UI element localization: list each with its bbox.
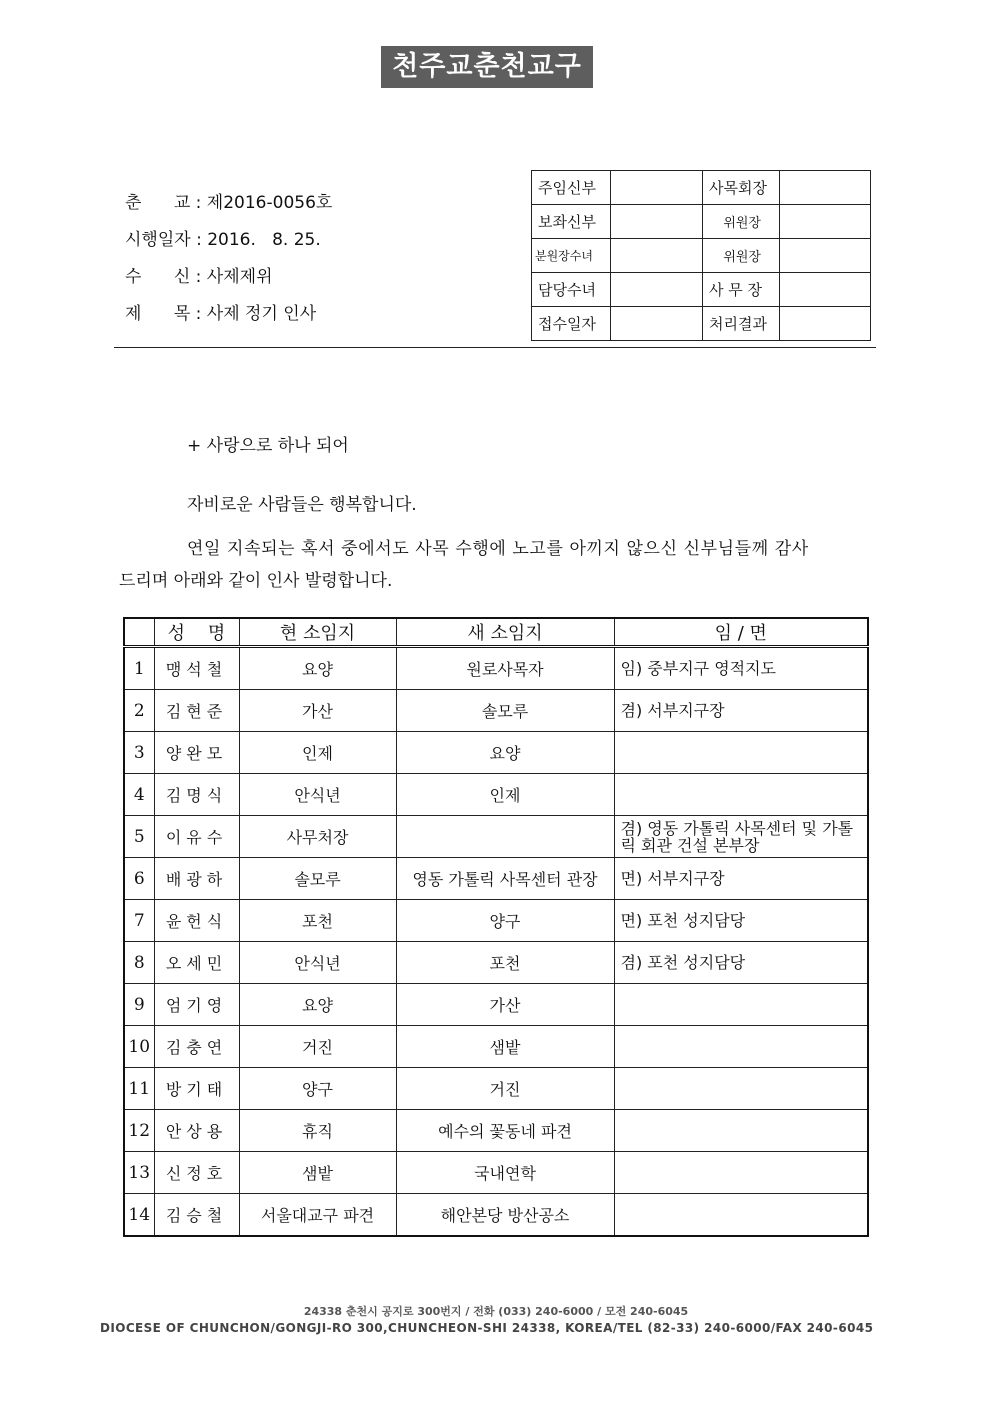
personnel-table	[123, 617, 869, 1237]
row-number: 1	[124, 647, 154, 690]
row-appointment	[614, 774, 868, 816]
row-appointment	[614, 984, 868, 1026]
table-row	[124, 1110, 868, 1152]
table-row	[124, 984, 868, 1026]
row-name: 이유수	[154, 816, 239, 858]
row-number: 9	[124, 984, 154, 1026]
row-new-post: 국내연학	[396, 1152, 614, 1194]
paragraph-line-1: 연일 지속되는 혹서 중에서도 사목 수행에 노고를 아끼지 않으신 신부님들께 감사	[187, 539, 809, 559]
row-current-post: 거진	[239, 1026, 396, 1068]
row-name: 엄기영	[154, 984, 239, 1026]
row-new-post: 인제	[396, 774, 614, 816]
row-new-post	[396, 816, 614, 858]
paragraph-line-2: 드리며 아래와 같이 인사 발령합니다.	[119, 571, 393, 591]
approval-label: 사목회장	[703, 171, 780, 205]
row-new-post: 샘밭	[396, 1026, 614, 1068]
row-name: 김명식	[154, 774, 239, 816]
row-current-post: 안식년	[239, 774, 396, 816]
table-row	[124, 816, 868, 858]
row-name: 안상용	[154, 1110, 239, 1152]
row-appointment	[614, 1152, 868, 1194]
row-appointment: 임) 중부지구 영적지도	[614, 647, 868, 690]
greeting-text: + 사랑으로 하나 되어	[187, 436, 349, 456]
table-row	[124, 900, 868, 942]
row-new-post: 가산	[396, 984, 614, 1026]
row-number: 13	[124, 1152, 154, 1194]
row-number: 14	[124, 1194, 154, 1237]
row-appointment	[614, 1110, 868, 1152]
row-appointment	[614, 1026, 868, 1068]
approval-box	[531, 170, 871, 341]
row-new-post: 포천	[396, 942, 614, 984]
approval-sign-cell	[780, 273, 871, 307]
table-header-row	[124, 618, 868, 647]
row-appointment: 겸) 서부지구장	[614, 690, 868, 732]
footer-address-kr: 24338 춘천시 공지로 300번지 / 전화 (033) 240-6000 / 모전 240-6045	[303, 1305, 689, 1318]
row-current-post: 인제	[239, 732, 396, 774]
row-number: 5	[124, 816, 154, 858]
approval-row	[532, 239, 871, 273]
row-current-post: 요양	[239, 647, 396, 690]
row-name: 오세민	[154, 942, 239, 984]
doc-subject: 제 목 : 사제 정기 인사	[125, 304, 317, 324]
approval-label: 분원장수녀	[532, 239, 611, 273]
row-appointment: 면) 포천 성지담당	[614, 900, 868, 942]
approval-label: 담당수녀	[532, 273, 611, 307]
approval-row	[532, 171, 871, 205]
row-number: 8	[124, 942, 154, 984]
row-current-post: 서울대교구 파견	[239, 1194, 396, 1237]
row-appointment: 겸) 영동 가톨릭 사목센터 및 가톨릭 회관 건설 본부장	[614, 816, 868, 858]
row-number: 3	[124, 732, 154, 774]
approval-sign-cell	[780, 171, 871, 205]
table-row	[124, 774, 868, 816]
table-row	[124, 732, 868, 774]
row-appointment	[614, 732, 868, 774]
table-row	[124, 1152, 868, 1194]
approval-row	[532, 307, 871, 341]
approval-sign-cell	[611, 307, 703, 341]
approval-sign-cell	[611, 205, 703, 239]
footer-address-en: DIOCESE OF CHUNCHON/GONGJI-RO 300,CHUNCHEON-SHI 24338, KOREA/TEL (82-33) 240-6000/FAX 240-6045	[100, 1321, 874, 1335]
approval-sign-cell	[780, 205, 871, 239]
row-name: 배광하	[154, 858, 239, 900]
table-row	[124, 1026, 868, 1068]
row-new-post: 양구	[396, 900, 614, 942]
row-number: 12	[124, 1110, 154, 1152]
beatitude-text: 자비로운 사람들은 행복합니다.	[187, 495, 417, 515]
table-row	[124, 647, 868, 690]
row-number: 2	[124, 690, 154, 732]
approval-sign-cell	[780, 239, 871, 273]
doc-recipient: 수 신 : 사제제위	[125, 267, 273, 287]
row-current-post: 안식년	[239, 942, 396, 984]
table-row	[124, 690, 868, 732]
row-name: 양완모	[154, 732, 239, 774]
approval-label: 접수일자	[532, 307, 611, 341]
approval-label: 위원장	[703, 205, 780, 239]
row-current-post: 포천	[239, 900, 396, 942]
row-new-post: 예수의 꽃동네 파견	[396, 1110, 614, 1152]
table-row	[124, 1068, 868, 1110]
approval-label: 주임신부	[532, 171, 611, 205]
approval-sign-cell	[611, 239, 703, 273]
doc-date: 시행일자 : 2016. 8. 25.	[125, 230, 321, 250]
row-name: 방기태	[154, 1068, 239, 1110]
approval-label: 처리결과	[703, 307, 780, 341]
approval-sign-cell	[611, 171, 703, 205]
approval-row	[532, 205, 871, 239]
header-name: 성 명	[154, 618, 239, 647]
row-current-post: 가산	[239, 690, 396, 732]
table-row	[124, 858, 868, 900]
approval-label: 보좌신부	[532, 205, 611, 239]
row-appointment	[614, 1194, 868, 1237]
row-number: 4	[124, 774, 154, 816]
row-new-post: 거진	[396, 1068, 614, 1110]
row-current-post: 휴직	[239, 1110, 396, 1152]
row-current-post: 양구	[239, 1068, 396, 1110]
row-appointment: 겸) 포천 성지담당	[614, 942, 868, 984]
header-divider	[114, 347, 876, 348]
diocese-logo: 천주교춘천교구	[381, 46, 593, 88]
approval-label: 사 무 장	[703, 273, 780, 307]
row-name: 맹석철	[154, 647, 239, 690]
row-new-post: 요양	[396, 732, 614, 774]
row-number: 7	[124, 900, 154, 942]
table-row	[124, 942, 868, 984]
row-current-post: 솔모루	[239, 858, 396, 900]
row-name: 김충연	[154, 1026, 239, 1068]
row-number: 6	[124, 858, 154, 900]
row-name: 김승철	[154, 1194, 239, 1237]
row-current-post: 사무처장	[239, 816, 396, 858]
approval-sign-cell	[611, 273, 703, 307]
doc-number: 춘 교 : 제2016-0056호	[125, 193, 333, 213]
row-current-post: 요양	[239, 984, 396, 1026]
header-new-post: 새 소임지	[396, 618, 614, 647]
row-name: 윤헌식	[154, 900, 239, 942]
row-name: 김현준	[154, 690, 239, 732]
row-new-post: 해안본당 방산공소	[396, 1194, 614, 1237]
header-appointment: 임 / 면	[614, 618, 868, 647]
row-number: 10	[124, 1026, 154, 1068]
table-row	[124, 1194, 868, 1237]
approval-row	[532, 273, 871, 307]
header-number	[124, 618, 154, 647]
row-current-post: 샘밭	[239, 1152, 396, 1194]
row-new-post: 솔모루	[396, 690, 614, 732]
row-name: 신정호	[154, 1152, 239, 1194]
row-appointment: 면) 서부지구장	[614, 858, 868, 900]
row-new-post: 원로사목자	[396, 647, 614, 690]
row-new-post: 영동 가톨릭 사목센터 관장	[396, 858, 614, 900]
approval-label: 위원장	[703, 239, 780, 273]
row-appointment	[614, 1068, 868, 1110]
header-current-post: 현 소임지	[239, 618, 396, 647]
row-number: 11	[124, 1068, 154, 1110]
approval-sign-cell	[780, 307, 871, 341]
